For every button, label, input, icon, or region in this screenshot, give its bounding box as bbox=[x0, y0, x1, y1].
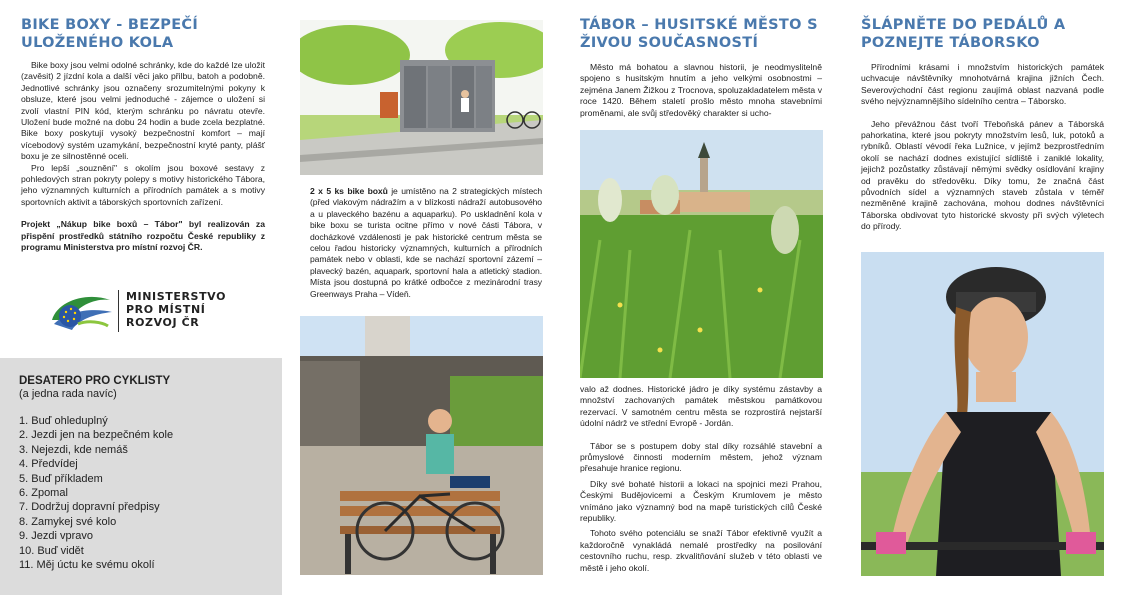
taborsko-paragraph-1: Přírodními krásami i množstvím historických památek uchvacuje návštěvníky mnohotvárná krajina jižních Čech. Severovýchodní část regionu zaujímá oblast nazvaná podle svého nejvýznamnějšího sídelního centra – Táborsko. bbox=[861, 62, 1104, 107]
desatero-title: DESATERO PRO CYKLISTY bbox=[19, 375, 171, 387]
bike-boxy-paragraph-1: Bike boxy jsou velmi odolné schránky, kde do každé lze uložit (zavěsit) 2 jízdní kola a další věci jako přilbu, batoh a podobně. Jednotlivé schránky jsou označeny srozumitelnými pokyny k obsluze, které jsou velmi jednoduché - zájemce o uložení si zvolí vlastní PIN kód, kterým schránku po návratu otevře. Uložení bude možné na dobu 24 hodin a bude zcela bezplatné. Bike boxy poskytují vysoký bezpečnostní komfort – mají vícebodový systém uzamykání, bezpečnostní kryté panty, plášť boxu je ze silnostěnné oceli. bbox=[21, 60, 265, 162]
bike-box-photo bbox=[300, 20, 543, 175]
tabor-paragraph-1-cont: valo až dodnes. Historické jádro je díky systému zástavby a množství zachovaných památek městskou památkovou rezervací. V samotném centru města se rozprostírá nejstarší údolní nádrž ve střední Evropě - Jordán. bbox=[580, 384, 822, 429]
list-item: 3. Nejezdi, kde nemáš bbox=[19, 443, 128, 456]
bike-boxy-paragraph-2: Pro lepší „souznění" s okolím jsou boxové sestavy z pohledových stran pokryty polepy s motivy historického Tábora, jeho významných kulturních a přírodních památek a s motivy sportovních aktivit a táborských sportovních zařízení. bbox=[21, 162, 265, 207]
taborsko-paragraph-2: Jeho převážnou část tvoří Třeboňská pánev a Táborská pahorkatina, které jsou pokryty množstvím lesů, luk, potoků a rybníků. Oblastí vévodí řeka Lužnice, v jejímž bezprostředním okolí se nachází dodnes existující sídliště i zaniklé lokality, jejichž pozůstatky zůstávají němými svědky osídlování krajiny od pravěku do středověku. Díky tomu, že značná část původních sídel a významných staveb zůstala v téměř nezměněné krajině zachována, mohou dodnes návštěvníci Táborska obdivovat tyto historické skvosty při svých výletech do přírody. bbox=[861, 118, 1104, 232]
tabor-paragraph-3: Díky své bohaté historii a lokaci na spojnici mezi Prahou, Českými Budějovicemi a Českým Krumlovem je město vnímáno jako významný bod na mapě turistických cílů České republiky. bbox=[580, 478, 822, 524]
list-item: 7. Dodržuj dopravní předpisy bbox=[19, 501, 160, 514]
tabor-town-photo bbox=[580, 130, 823, 378]
column-bike-boxy bbox=[0, 0, 282, 595]
column-taborsko bbox=[842, 0, 1123, 595]
tabor-paragraph-4: Tohoto svého potenciálu se snaží Tábor efektivně využít a každoročně vynakládá nemalé prostředky na posilování cestovního ruchu, resp. zkvalitňování služeb v této oblasti ve městě i jeho okolí. bbox=[580, 528, 822, 573]
desatero-panel bbox=[0, 358, 282, 595]
list-item: 2. Jezdi jen na bezpečném kole bbox=[19, 429, 174, 442]
cyclist-bench-photo bbox=[300, 316, 543, 575]
list-item: 8. Zamykej své kolo bbox=[19, 515, 117, 528]
ministry-emblem-icon bbox=[48, 290, 114, 334]
list-item: 6. Zpomal bbox=[19, 487, 68, 500]
bike-boxy-heading: BIKE BOXY - BEZPEČÍ ULOŽENÉHO KOLA bbox=[21, 17, 199, 51]
logo-line-2: PRO MÍSTNÍ bbox=[126, 303, 206, 316]
list-item: 1. Buď ohleduplný bbox=[19, 415, 108, 427]
ministry-logo bbox=[48, 288, 248, 338]
logo-line-3: ROZVOJ ČR bbox=[126, 316, 200, 329]
female-cyclist-photo bbox=[861, 252, 1104, 576]
list-item: 10. Buď vidět bbox=[19, 544, 84, 557]
list-item: 9. Jezdi vpravo bbox=[19, 530, 93, 543]
bike-box-locations-text bbox=[310, 186, 542, 300]
desatero-subtitle: (a jedna rada navíc) bbox=[19, 388, 117, 400]
tabor-heading: TÁBOR – HUSITSKÉ MĚSTO S ŽIVOU SOUČASNOSTÍ bbox=[580, 17, 818, 51]
taborsko-heading: ŠLÁPNĚTE DO PEDÁLŮ A POZNEJTE TÁBORSKO bbox=[861, 17, 1066, 51]
list-item: 4. Předvídej bbox=[19, 458, 78, 471]
logo-line-1: MINISTERSTVO bbox=[126, 290, 227, 303]
tabor-paragraph-2: Tábor se s postupem doby stal díky rozsáhlé stavební a průmyslové činnosti moderním městem, jehož význam přesahuje hranice regionu. bbox=[580, 440, 822, 474]
logo-divider bbox=[118, 290, 119, 332]
desatero-list bbox=[19, 414, 269, 572]
column-tabor bbox=[562, 0, 842, 595]
bike-box-description: je umístěno na 2 strategických místech (před vlakovým nádražím a v blízkosti nádraží autobusového a u plaveckého bazénu a aquaparku). Po uskladnění kola v bike boxu se turista ocitne přímo v nové části Tábora, v docházkové vzdálenosti je pak historické centrum města se celou řadou historicky významných, kulturních a přírodních památek nebo v oblasti, kde se nachází sportovní zázemí – plavecký bazén, aquapark, sportovní hala a atletický stadion. Místa jsou dostupná po krátké odbočce z mezinárodní trasy Greenways Praha – Vídeň. bbox=[310, 186, 542, 299]
project-funding-note: Projekt „Nákup bike boxů – Tábor" byl realizován za přispění prostředků státního rozpočtu České republiky z programu Ministerstva pro místní rozvoj ČR. bbox=[21, 219, 265, 253]
column-bike-box-locations bbox=[282, 0, 562, 595]
list-item: 11. Měj úctu ke svému okolí bbox=[19, 559, 155, 572]
tabor-paragraph-1: Město má bohatou a slavnou historii, je neodmyslitelně spojeno s husitským hnutím a jeho velkými osobnostmi – zejména Janem Žižkou z Trocnova, spoluzakladatelem města v roce 1420. Během staletí prošlo město mnoha stavebními proměnami, ale svůj středověký charakter si ucho- bbox=[580, 62, 822, 118]
list-item: 5. Buď příkladem bbox=[19, 472, 103, 485]
bike-box-count: 2 x 5 ks bike boxů bbox=[310, 186, 388, 196]
